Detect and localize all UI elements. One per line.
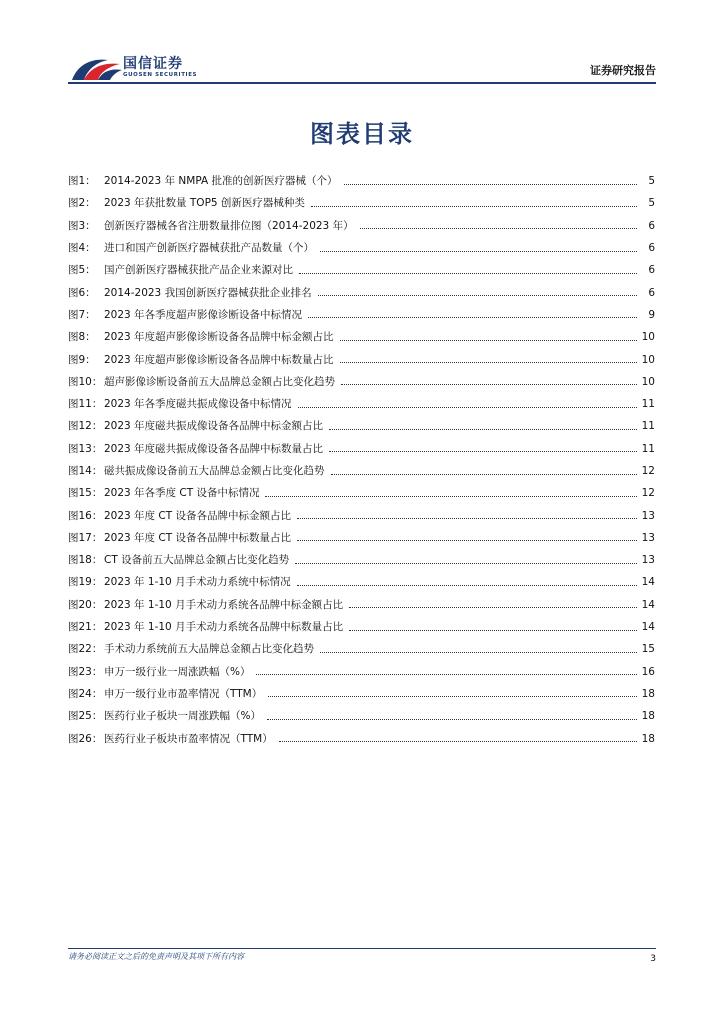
toc-entry-page[interactable]: 16 [641, 665, 655, 678]
toc-entry[interactable] [68, 281, 655, 303]
report-type-label: 证券研究报告 [590, 64, 656, 77]
toc-entry-title[interactable]: 手术动力系统前五大品牌总金额占比变化趋势 [104, 643, 314, 656]
toc-entry[interactable] [68, 661, 655, 683]
toc-entry-title[interactable]: 2023 年度超声影像诊断设备各品牌中标金额占比 [104, 331, 334, 344]
toc-entry-title[interactable]: 2023 年 1-10 月手术动力系统各品牌中标金额占比 [104, 598, 344, 611]
toc-entry-page[interactable]: 10 [641, 353, 655, 366]
toc-entry-title[interactable]: 2023 年度超声影像诊断设备各品牌中标数量占比 [104, 353, 334, 366]
toc-entry-page[interactable]: 6 [648, 286, 655, 299]
toc-entry[interactable] [68, 594, 655, 616]
toc-entry-title[interactable]: 2023 年度 CT 设备各品牌中标数量占比 [104, 531, 291, 544]
toc-entry-title[interactable]: 2014-2023 年 NMPA 批准的创新医疗器械（个） [104, 175, 338, 188]
toc-entry-title[interactable]: 申万一级行业市盈率情况（TTM） [104, 687, 263, 700]
toc-entry-number: 图22： [68, 643, 103, 656]
toc-dot-leader [340, 362, 637, 363]
toc-entry-number: 图4： [68, 242, 96, 255]
toc-entry-title[interactable]: 创新医疗器械各省注册数量排位图（2014-2023 年） [104, 219, 354, 232]
toc-entry-title[interactable]: 2023 年获批数量 TOP5 创新医疗器械种类 [104, 197, 305, 210]
toc-entry-page[interactable]: 12 [641, 465, 655, 477]
toc-dot-leader [340, 340, 637, 341]
toc-entry-number: 图24： [68, 687, 103, 700]
toc-dot-leader [299, 273, 637, 274]
toc-dot-leader [298, 407, 637, 408]
toc-entry-number: 图25： [68, 710, 103, 723]
logo-english-name: GUOSEN SECURITIES [123, 72, 198, 78]
toc-entry-number: 图16： [68, 509, 103, 522]
toc-entry-title[interactable]: CT 设备前五大品牌总金额占比变化趋势 [104, 554, 290, 567]
toc-dot-leader [297, 540, 637, 541]
toc-entry[interactable] [68, 237, 655, 259]
toc-entry[interactable] [68, 371, 655, 393]
toc-entry-title[interactable]: 2023 年 1-10 月手术动力系统中标情况 [104, 576, 291, 589]
toc-entry-page[interactable]: 6 [648, 242, 655, 255]
page-title: 图表目录 [310, 120, 414, 148]
disclaimer-note: 请务必阅读正文之后的免责声明及其项下所有内容 [68, 952, 244, 961]
toc-entry[interactable] [68, 705, 655, 727]
toc-dot-leader [360, 228, 637, 229]
toc-entry-title[interactable]: 进口和国产创新医疗器械获批产品数量（个） [104, 242, 314, 255]
table-of-figures [68, 170, 655, 750]
toc-entry[interactable] [68, 215, 655, 237]
toc-entry-title[interactable]: 2023 年各季度 CT 设备中标情况 [104, 487, 260, 500]
toc-entry-number: 图21： [68, 621, 103, 634]
toc-entry[interactable] [68, 727, 655, 749]
toc-entry[interactable] [68, 438, 655, 460]
toc-entry[interactable] [68, 192, 655, 214]
toc-entry-number: 图23： [68, 665, 103, 678]
toc-entry[interactable] [68, 304, 655, 326]
toc-dot-leader [268, 696, 637, 697]
toc-entry-number: 图3： [68, 219, 96, 232]
toc-entry-number: 图13： [68, 442, 103, 455]
logo-chinese-name: 国信证券 [123, 56, 183, 72]
toc-dot-leader [297, 518, 637, 519]
page-header [68, 50, 656, 86]
toc-entry[interactable] [68, 616, 655, 638]
toc-dot-leader [320, 652, 637, 653]
toc-dot-leader [295, 563, 637, 564]
toc-entry[interactable] [68, 259, 655, 281]
toc-entry-number: 图18： [68, 554, 103, 567]
toc-entry-page[interactable]: 14 [641, 576, 655, 589]
toc-entry-title[interactable]: 2023 年度 CT 设备各品牌中标金额占比 [104, 509, 291, 522]
toc-entry-number: 图15： [68, 487, 103, 500]
toc-entry-page[interactable]: 13 [641, 554, 655, 567]
page-number: 3 [650, 954, 656, 964]
toc-dot-leader [256, 674, 637, 675]
toc-entry-page[interactable]: 6 [648, 264, 655, 277]
toc-entry[interactable] [68, 638, 655, 660]
toc-entry-page[interactable]: 15 [641, 643, 655, 656]
toc-entry-number: 图5： [68, 264, 96, 277]
toc-entry[interactable] [68, 482, 655, 504]
footer-divider [68, 948, 656, 949]
toc-entry-title[interactable]: 2014-2023 我国创新医疗器械获批企业排名 [104, 286, 312, 299]
toc-entry-page[interactable]: 13 [641, 509, 655, 522]
toc-entry-number: 图2： [68, 197, 96, 210]
toc-entry[interactable] [68, 504, 655, 526]
toc-entry-number: 图14： [68, 465, 103, 477]
toc-dot-leader [311, 206, 637, 207]
toc-dot-leader [341, 384, 637, 385]
toc-entry-title[interactable]: 磁共振成像设备前五大品牌总金额占比变化趋势 [104, 465, 325, 477]
toc-entry-number: 图8： [68, 331, 96, 344]
toc-dot-leader [329, 429, 637, 430]
toc-entry-number: 图1： [68, 175, 96, 188]
toc-entry-page[interactable]: 18 [641, 732, 655, 745]
toc-entry-title[interactable]: 2023 年各季度磁共振成像设备中标情况 [104, 398, 292, 411]
toc-entry-number: 图20： [68, 598, 103, 611]
toc-entry-page[interactable]: 11 [641, 420, 655, 433]
toc-entry-number: 图11： [68, 398, 103, 411]
toc-entry-title[interactable]: 2023 年各季度超声影像诊断设备中标情况 [104, 308, 303, 321]
toc-entry-title[interactable]: 国产创新医疗器械获批产品企业来源对比 [104, 264, 293, 277]
toc-dot-leader [329, 451, 637, 452]
toc-entry-title[interactable]: 2023 年度磁共振成像设备各品牌中标金额占比 [104, 420, 324, 433]
toc-entry-page[interactable]: 6 [648, 219, 655, 232]
toc-entry-page[interactable]: 14 [641, 598, 655, 611]
toc-entry-page[interactable]: 11 [641, 442, 655, 455]
toc-entry-title[interactable]: 超声影像诊断设备前五大品牌总金额占比变化趋势 [104, 375, 335, 388]
toc-dot-leader [349, 607, 637, 608]
toc-entry-page[interactable]: 5 [648, 175, 655, 188]
toc-entry-number: 图17： [68, 531, 103, 544]
toc-entry-page[interactable]: 9 [648, 308, 655, 321]
toc-entry-page[interactable]: 10 [641, 375, 655, 388]
toc-entry[interactable] [68, 415, 655, 437]
toc-entry-page[interactable]: 18 [641, 687, 655, 700]
toc-entry-number: 图6： [68, 286, 96, 299]
toc-entry-page[interactable]: 10 [641, 331, 655, 344]
toc-entry-number: 图7： [68, 308, 96, 321]
toc-entry-title[interactable]: 医药行业子板块一周涨跌幅（%） [104, 710, 261, 723]
toc-entry[interactable] [68, 170, 655, 192]
toc-entry-page[interactable]: 13 [641, 531, 655, 544]
toc-entry[interactable] [68, 683, 655, 705]
toc-dot-leader [318, 295, 637, 296]
toc-entry-page[interactable]: 5 [648, 197, 655, 210]
toc-entry-number: 图12： [68, 420, 103, 433]
toc-entry-title[interactable]: 2023 年 1-10 月手术动力系统各品牌中标数量占比 [104, 621, 344, 634]
toc-entry[interactable] [68, 348, 655, 370]
toc-entry-page[interactable]: 14 [641, 621, 655, 634]
toc-dot-leader [320, 251, 637, 252]
toc-entry-page[interactable]: 12 [641, 487, 655, 500]
toc-dot-leader [308, 317, 637, 318]
toc-dot-leader [297, 585, 637, 586]
toc-entry-page[interactable]: 18 [641, 710, 655, 723]
toc-entry-number: 图10： [68, 375, 103, 388]
toc-entry[interactable] [68, 460, 655, 482]
toc-entry-number: 图9： [68, 353, 96, 366]
toc-entry[interactable] [68, 326, 655, 348]
toc-dot-leader [279, 741, 637, 742]
toc-entry-page[interactable]: 11 [641, 398, 655, 411]
toc-entry-title[interactable]: 申万一级行业一周涨跌幅（%） [104, 665, 251, 678]
toc-entry[interactable] [68, 549, 655, 571]
header-divider [68, 82, 656, 84]
toc-entry[interactable] [68, 393, 655, 415]
toc-dot-leader [344, 184, 637, 185]
guosen-logo-icon [68, 50, 124, 86]
toc-entry[interactable] [68, 527, 655, 549]
toc-entry-title[interactable]: 2023 年度磁共振成像设备各品牌中标数量占比 [104, 442, 324, 455]
toc-entry-number: 图19： [68, 576, 103, 589]
toc-dot-leader [349, 630, 637, 631]
toc-entry-title[interactable]: 医药行业子板块市盈率情况（TTM） [104, 732, 273, 745]
toc-dot-leader [267, 719, 637, 720]
toc-entry[interactable] [68, 571, 655, 593]
toc-entry-number: 图26： [68, 732, 103, 745]
toc-dot-leader [331, 474, 638, 475]
toc-dot-leader [265, 496, 637, 497]
